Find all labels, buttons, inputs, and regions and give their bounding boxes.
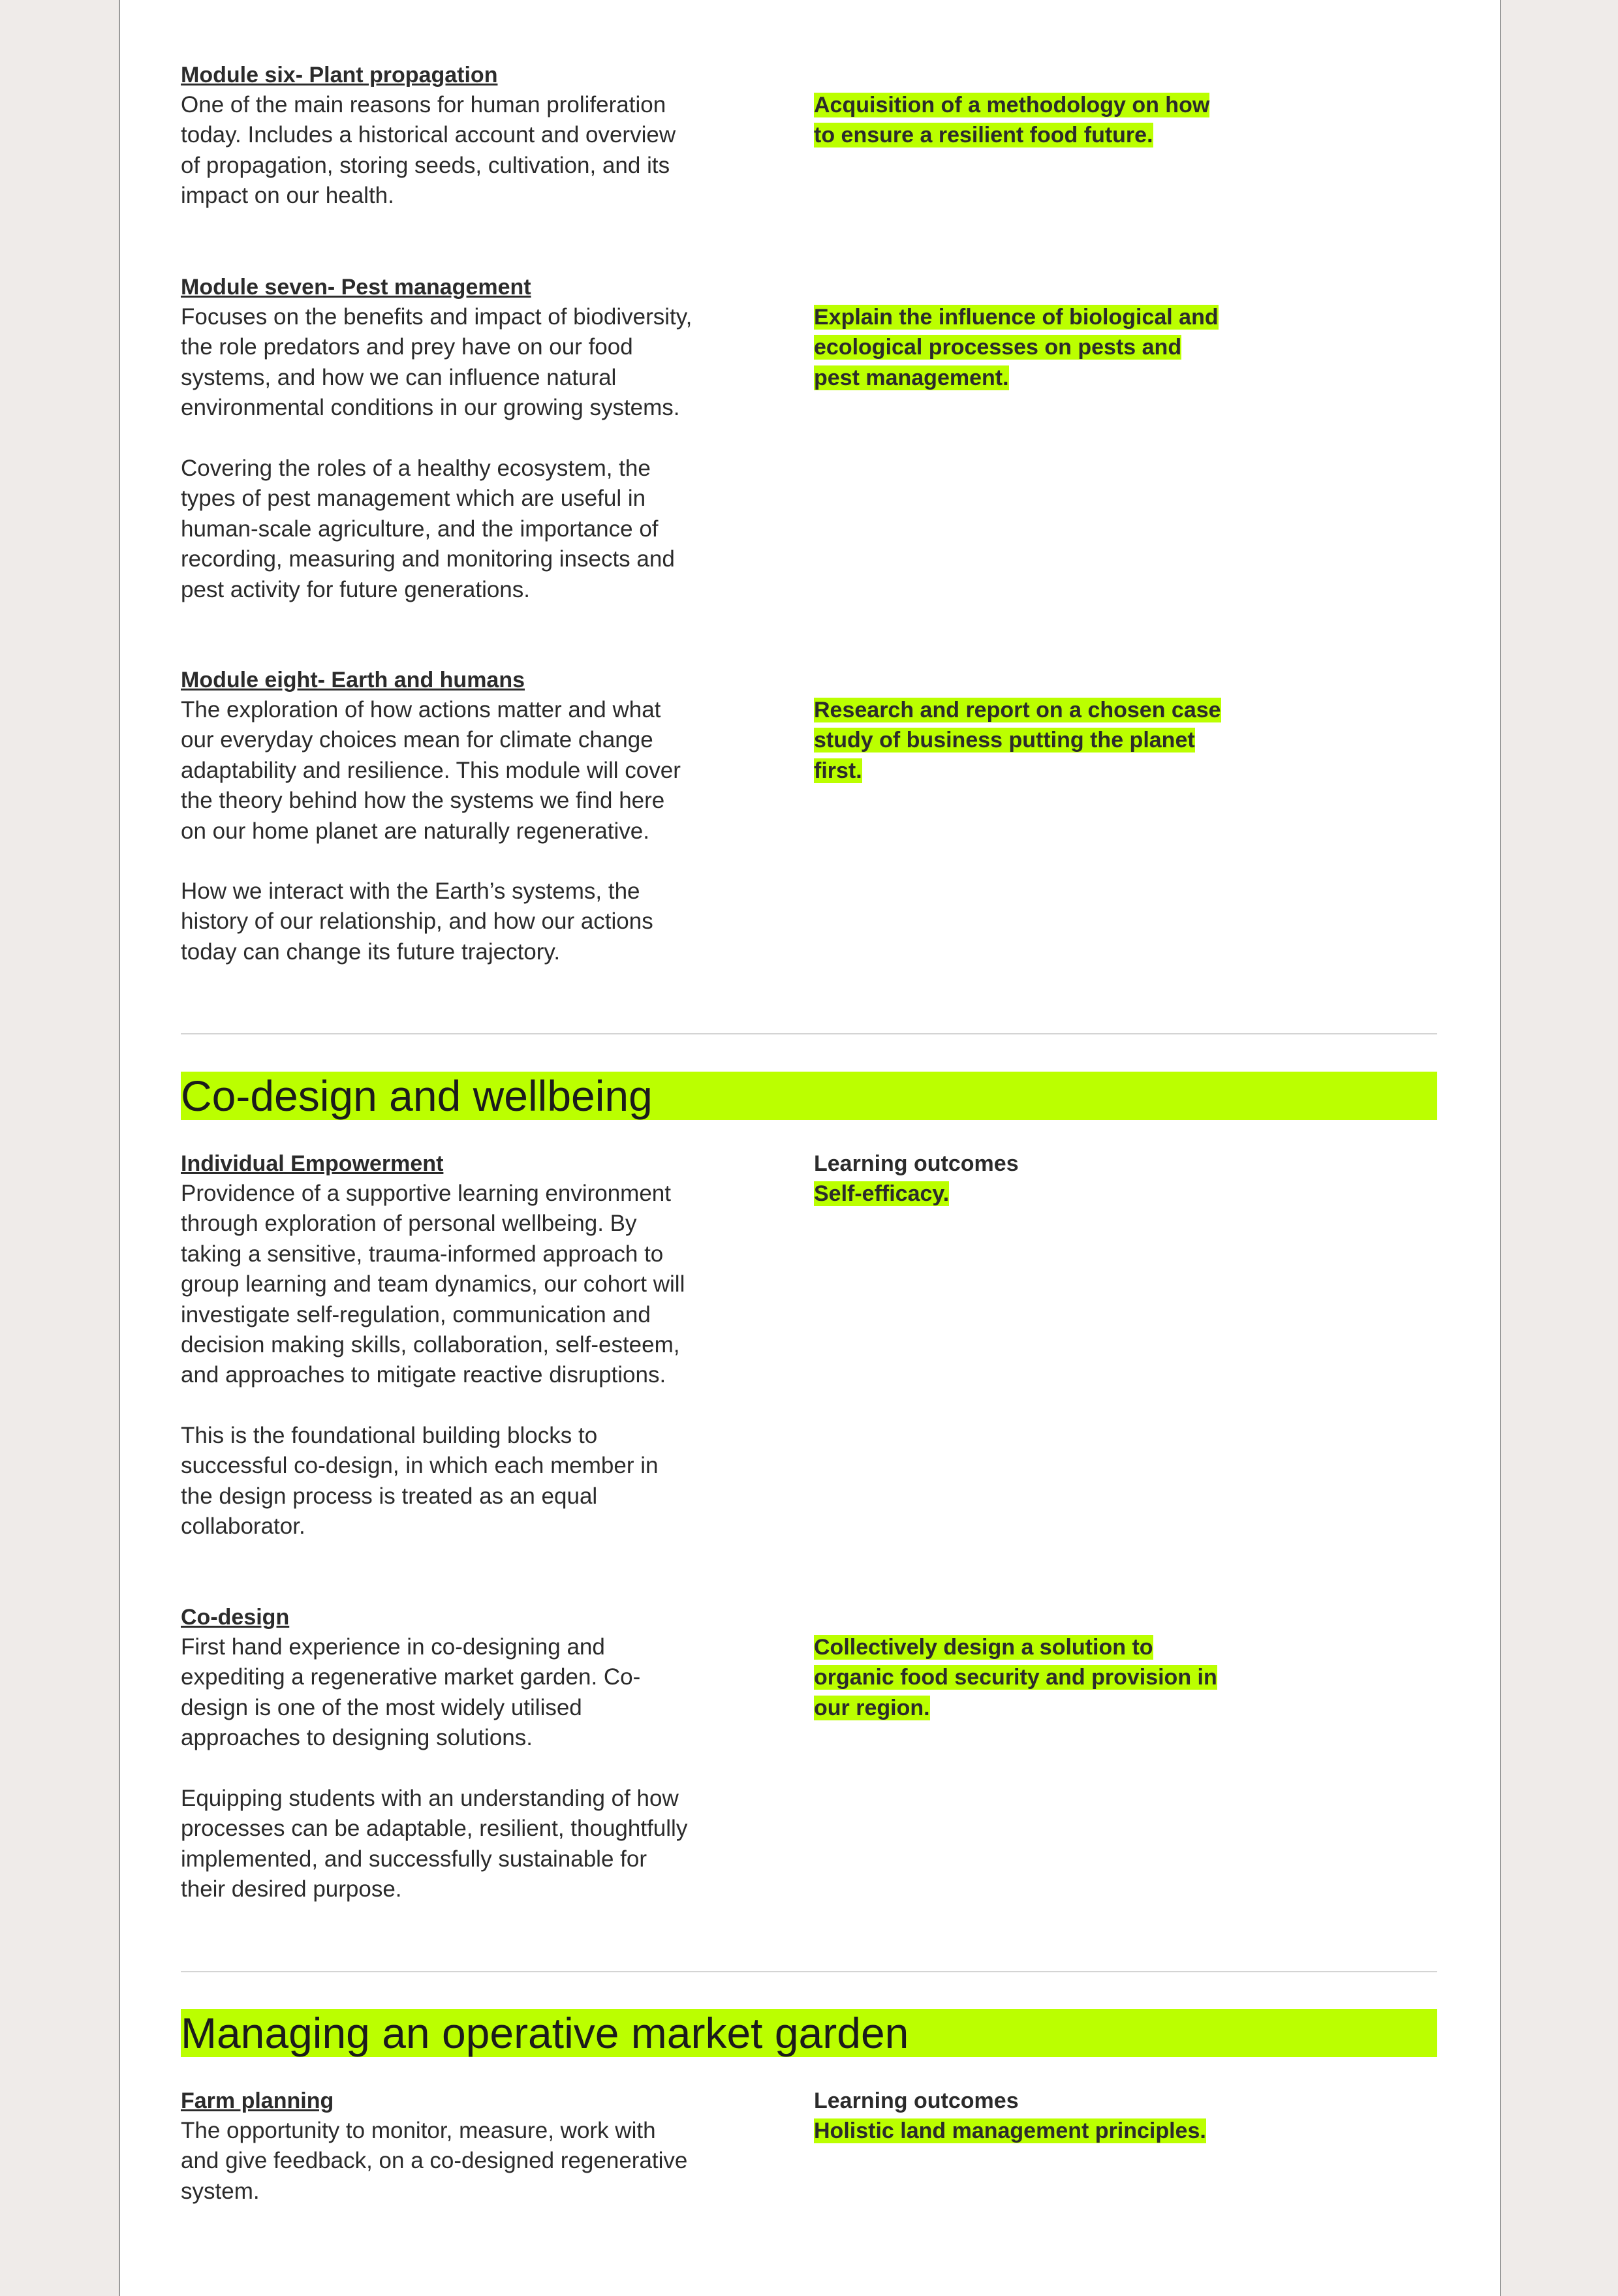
section-divider: [181, 1971, 1437, 1972]
outcome-highlight: Acquisition of a methodology on how to ensure a resilient food future.: [814, 93, 1210, 148]
section-heading-market-garden: Managing an operative market garden: [181, 2009, 1437, 2057]
individual-empowerment-title: Individual Empowerment: [181, 1151, 444, 1176]
module-six-description: One of the main reasons for human proliferation today. Includes a historical account and overview of propagation, storing seeds, cultivation, and its impact on our health.: [181, 92, 676, 209]
section-divider: [181, 1033, 1437, 1034]
module-seven-description-1: Focuses on the benefits and impact of biodiversity, the role predators and prey have on our food systems, and how we can influence natural environmental conditions in our growing systems.: [181, 304, 692, 421]
individual-empowerment-description-2: This is the foundational building blocks to successful co-design, in which each member in the design process is treated as an equal collaborator.: [181, 1423, 659, 1540]
co-design-title: Co-design: [181, 1605, 290, 1630]
module-eight-outcome: [814, 695, 1232, 786]
section-heading-co-design: Co-design and wellbeing: [181, 1072, 1437, 1120]
individual-empowerment-outcome: [814, 1179, 1232, 1209]
module-seven-outcome: [814, 302, 1232, 393]
outcome-highlight: Collectively design a solution to organic food security and provision in our region.: [814, 1635, 1217, 1720]
farm-planning-description: The opportunity to monitor, measure, work with and give feedback, on a co-designed regenerative system.: [181, 2118, 688, 2204]
outcome-highlight: Holistic land management principles.: [814, 2118, 1206, 2143]
co-design-description-2: Equipping students with an understanding of how processes can be adaptable, resilient, thoughtfully implemented, and successfully sustainable for their desired purpose.: [181, 1786, 688, 1902]
module-eight-title: Module eight- Earth and humans: [181, 668, 525, 692]
module-six-title: Module six- Plant propagation: [181, 63, 498, 87]
learning-outcomes-label: Learning outcomes: [814, 1151, 1019, 1176]
outcome-highlight: Self-efficacy.: [814, 1181, 950, 1206]
outcome-highlight: Explain the influence of biological and ecological processes on pests and pest management.: [814, 305, 1219, 390]
outcome-highlight: Research and report on a chosen case study of business putting the planet first.: [814, 698, 1221, 783]
learning-outcomes-label: Learning outcomes: [814, 2088, 1019, 2113]
co-design-description-1: First hand experience in co-designing and expediting a regenerative market garden. Co- design is one of the most widely utilised approaches to designing solutions.: [181, 1634, 641, 1751]
individual-empowerment-description-1: Providence of a supportive learning environment through exploration of personal wellbeing. By taking a sensitive, trauma-informed approach to group learning and team dynamics, our cohort will investigate self-regulation, communication and decision making skills, collaboration, self-esteem, and approaches to mitigate reactive disruptions.: [181, 1181, 685, 1388]
farm-planning-title: Farm planning: [181, 2088, 334, 2113]
module-six-outcome: [814, 90, 1232, 151]
module-eight-description-2: How we interact with the Earth’s systems, the history of our relationship, and how our actions today can change its future trajectory.: [181, 878, 653, 965]
module-eight-description-1: The exploration of how actions matter and what our everyday choices mean for climate change adaptability and resilience. This module will cover the theory behind how the systems we find here on our home planet are naturally regenerative.: [181, 697, 681, 844]
co-design-outcome: [814, 1632, 1232, 1723]
module-seven-description-2: Covering the roles of a healthy ecosystem, the types of pest management which are useful in human-scale agriculture, and the importance of recording, measuring and monitoring insects and pest activity for future generations.: [181, 456, 675, 602]
module-seven-title: Module seven- Pest management: [181, 275, 531, 300]
farm-planning-outcome: [814, 2116, 1232, 2146]
